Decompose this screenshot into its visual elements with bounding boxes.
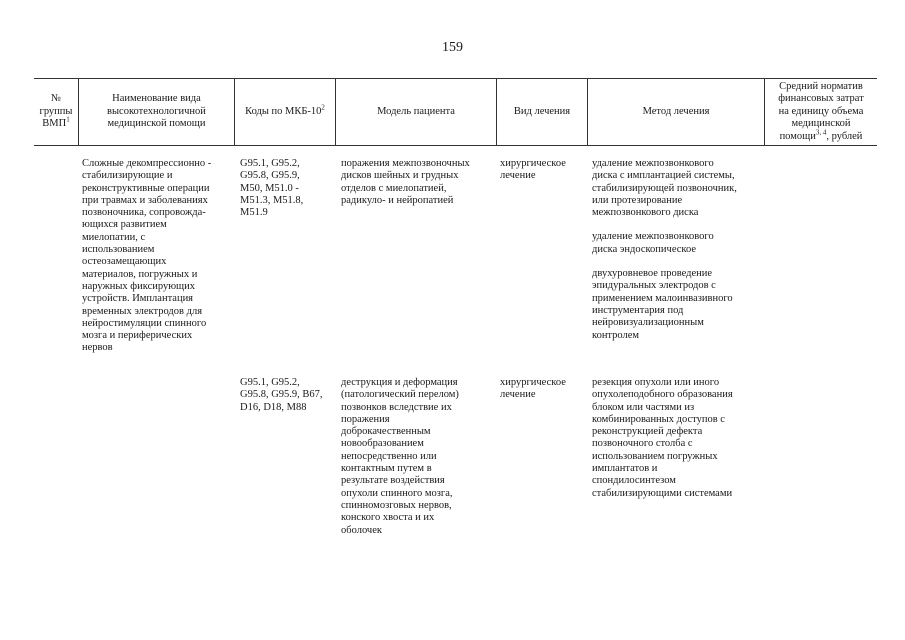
text-line: опухоли спинного мозга, [341, 487, 453, 499]
text-line: комбинированных доступов с [592, 413, 725, 425]
header-group-line: ВМП [42, 118, 67, 130]
text-line: межпозвонкового диска [592, 207, 699, 219]
text-line: Сложные декомпрессионно - [82, 158, 212, 169]
header-group-line: группы [39, 105, 73, 117]
header-avg-cost-line: Средний норматив [779, 80, 863, 92]
text-line: использованием погружных [592, 450, 718, 462]
text-line: лечение [500, 170, 536, 182]
text-line: конского хвоста и их [341, 512, 435, 524]
text-line: радикуло- и нейропатией [341, 194, 454, 206]
header-avg-cost-line: , рублей [826, 130, 863, 142]
text-line: M51.9 [240, 207, 268, 219]
header-bottom-rule [34, 145, 877, 146]
header-avg-cost-line: на единицу объема [778, 105, 864, 117]
text-line: G95.8, G95.9, [240, 170, 300, 182]
text-line: имплантатов и [592, 463, 658, 475]
text-line: результате воздействия [341, 475, 445, 487]
treatment-type-cell [500, 158, 586, 183]
icd-codes-cell [240, 158, 335, 219]
text-line: удаление межпозвонкового [592, 231, 714, 243]
page-number: 159 [442, 40, 463, 55]
text-line: стабилизирующие и [82, 170, 173, 182]
method-paragraph [592, 231, 764, 256]
text-line: хирургическое [500, 377, 566, 388]
header-treatment-type-label: Вид лечения [513, 105, 571, 117]
header-avg-cost-line: помощи [779, 130, 816, 142]
text-line: спондилосинтезом [592, 475, 676, 487]
text-line: непосредственно или [341, 450, 437, 462]
text-line: поражения межпозвоночных [341, 158, 470, 169]
text-line: позвонков вследствие их [341, 401, 452, 413]
text-line: устройств. Имплантация [82, 293, 194, 305]
icd-codes-cell [240, 377, 335, 414]
method-paragraph [592, 268, 764, 342]
text-line: эпидуральных электродов с [592, 280, 716, 292]
footnote-mark: 1 [66, 115, 70, 124]
text-line: поражения [341, 413, 390, 425]
text-line: двухуровневое проведение [592, 268, 713, 280]
treatment-method-cell [592, 377, 764, 512]
header-group-line: № [50, 93, 62, 105]
text-line: хирургическое [500, 158, 566, 169]
text-line: спинномозговых нервов, [341, 499, 452, 511]
patient-model-cell [341, 377, 496, 537]
text-line: позвоночника, сопровожда- [82, 207, 206, 219]
text-line: лечение [500, 389, 536, 401]
text-line: опухолеподобного образования [592, 389, 733, 401]
patient-model-cell [341, 158, 496, 207]
text-line: блоком или частями из [592, 401, 695, 413]
text-line: материалов, погружных и [82, 268, 198, 280]
text-line: использованием [82, 244, 155, 256]
treatment-method-cell [592, 158, 764, 354]
text-line: диска эндоскопическое [592, 243, 697, 255]
text-line: доброкачественным [341, 426, 431, 438]
text-line: D16, D18, M88 [240, 401, 307, 413]
text-line: M51.3, M51.8, [240, 194, 304, 206]
method-paragraph [592, 158, 764, 219]
text-line: отделов с миелопатией, [341, 182, 447, 194]
text-line: нейровизуализационным [592, 317, 704, 329]
header-avg-cost-line: финансовых затрат [778, 93, 864, 105]
text-line: миелопатии, с [82, 231, 146, 243]
header-care-type [79, 79, 234, 145]
header-care-type-line: высокотехнологичной [107, 105, 206, 117]
text-line: контактным путем в [341, 463, 432, 475]
text-line: позвоночного столба с [592, 438, 693, 450]
text-line: деструкция и деформация [341, 377, 458, 388]
text-line: остеозамещающих [82, 256, 167, 268]
header-patient-model-label: Модель пациента [377, 105, 455, 117]
text-line: нейростимуляции спинного [82, 317, 207, 329]
text-line: при травмах и заболеваниях [82, 194, 208, 206]
text-line: наружных фиксирующих [82, 280, 196, 292]
text-line: контролем [592, 329, 640, 341]
header-icd-codes-label: Коды по МКБ-10 [245, 105, 322, 117]
text-line: мозга и периферических [82, 330, 193, 342]
text-line: G95.8, G95.9, B67, [240, 389, 323, 401]
text-line: нервов [82, 342, 113, 354]
header-patient-model [336, 79, 496, 145]
header-group [34, 79, 78, 145]
text-line: диска с имплантацией системы, [592, 170, 735, 182]
header-avg-cost-line: медицинской [791, 118, 851, 130]
text-line: M50, M51.0 - [240, 182, 299, 194]
header-care-type-line: Наименование вида [112, 93, 201, 105]
text-line: реконструктивные операции [82, 182, 210, 194]
header-icd-codes [235, 79, 335, 145]
text-line: или протезирование [592, 194, 683, 206]
text-line: G95.1, G95.2, [240, 377, 300, 388]
text-line: (патологический перелом) [341, 389, 459, 401]
text-line: G95.1, G95.2, [240, 158, 300, 169]
text-line: оболочек [341, 524, 382, 536]
footnote-mark: 3, 4 [815, 128, 827, 137]
text-line: инструментария под [592, 304, 684, 316]
text-line: ющихся развитием [82, 219, 167, 231]
text-line: резекция опухоли или иного [592, 377, 720, 388]
text-line: удаление межпозвонкового [592, 158, 714, 169]
text-line: дисков шейных и грудных [341, 170, 459, 182]
header-treatment-method [588, 79, 764, 145]
text-line: стабилизирующей позвоночник, [592, 182, 737, 194]
text-line: временных электродов для [82, 305, 203, 317]
care-type-name-cell [82, 158, 232, 355]
text-line: применением малоинвазивного [592, 292, 733, 304]
header-treatment-method-label: Метод лечения [642, 105, 710, 117]
header-treatment-type [497, 79, 587, 145]
text-line: новообразованием [341, 438, 424, 450]
text-line: стабилизирующими системами [592, 487, 733, 499]
method-paragraph [592, 377, 764, 500]
treatment-type-cell [500, 377, 586, 402]
text-line: реконструкцией дефекта [592, 426, 703, 438]
header-care-type-line: медицинской помощи [107, 118, 206, 130]
footnote-mark: 2 [321, 103, 325, 112]
header-avg-cost [765, 79, 877, 145]
